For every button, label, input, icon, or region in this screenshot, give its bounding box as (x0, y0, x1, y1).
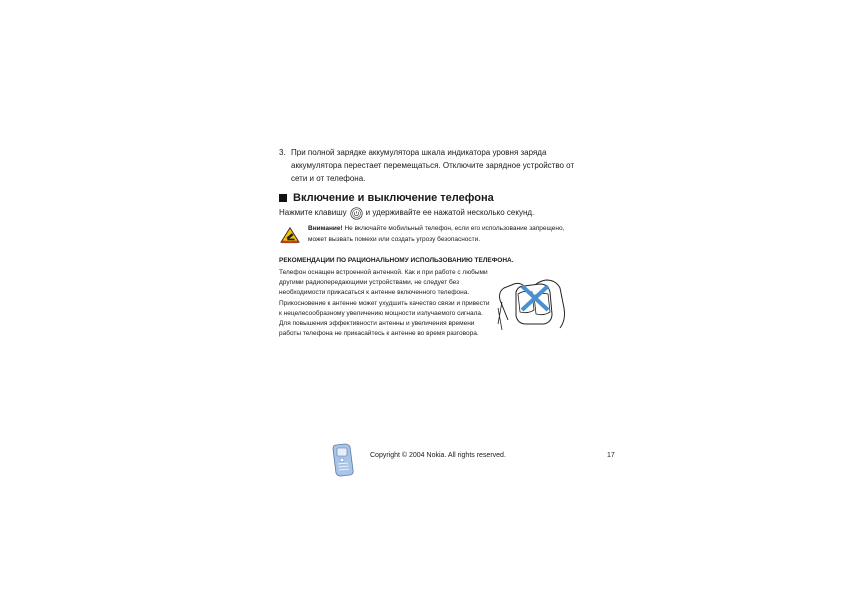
power-key-icon (350, 207, 363, 220)
copyright-notice: Copyright © 2004 Nokia. All rights reserved. (370, 452, 506, 459)
step-text: При полной зарядке аккумулятора шкала индикатора уровня заряда аккумулятора перестает перемещаться. Отключите зарядное устройство от сети и от телефона. (291, 148, 575, 184)
square-bullet-icon (279, 194, 287, 202)
page-number: 17 (607, 452, 615, 459)
warning-body: Не включайте мобильный телефон, если его использование запрещено, может вызвать помехи или создать угрозу безопасности. (308, 225, 565, 243)
warning-text-block (308, 224, 573, 245)
antenna-illustration (494, 272, 570, 334)
step-number: 3. (279, 148, 286, 157)
phone-thumbnail (330, 443, 358, 477)
antenna-paragraph: Телефон оснащен встроенной антенной. Как и при работе с любыми другими радиопередающими устройствами, не следует без необходимости прикасаться к антенне включенного телефона. Прикосновение к антенне может ухудшить качество связи и привести к нецелесообразному увеличению мощности излучаемого сигнала. Для повышения эффективности антенны и увеличения времени работы телефона не прикасайтесь к антенне во время разговора. (279, 269, 490, 338)
warning-title: Внимание! (308, 225, 343, 232)
warning-note (279, 224, 569, 246)
recommendations-heading: РЕКОМЕНДАЦИИ ПО РАЦИОНАЛЬНОМУ ИСПОЛЬЗОВАНИЮ ТЕЛЕФОНА. (279, 257, 514, 264)
section-title: Включение и выключение телефона (293, 192, 494, 204)
instruction-after: и удерживайте ее нажатой несколько секунд. (365, 208, 535, 217)
warning-icon (279, 226, 301, 244)
power-instruction (279, 206, 534, 220)
instruction-before: Нажмите клавишу (279, 208, 347, 217)
section-heading (279, 192, 494, 204)
